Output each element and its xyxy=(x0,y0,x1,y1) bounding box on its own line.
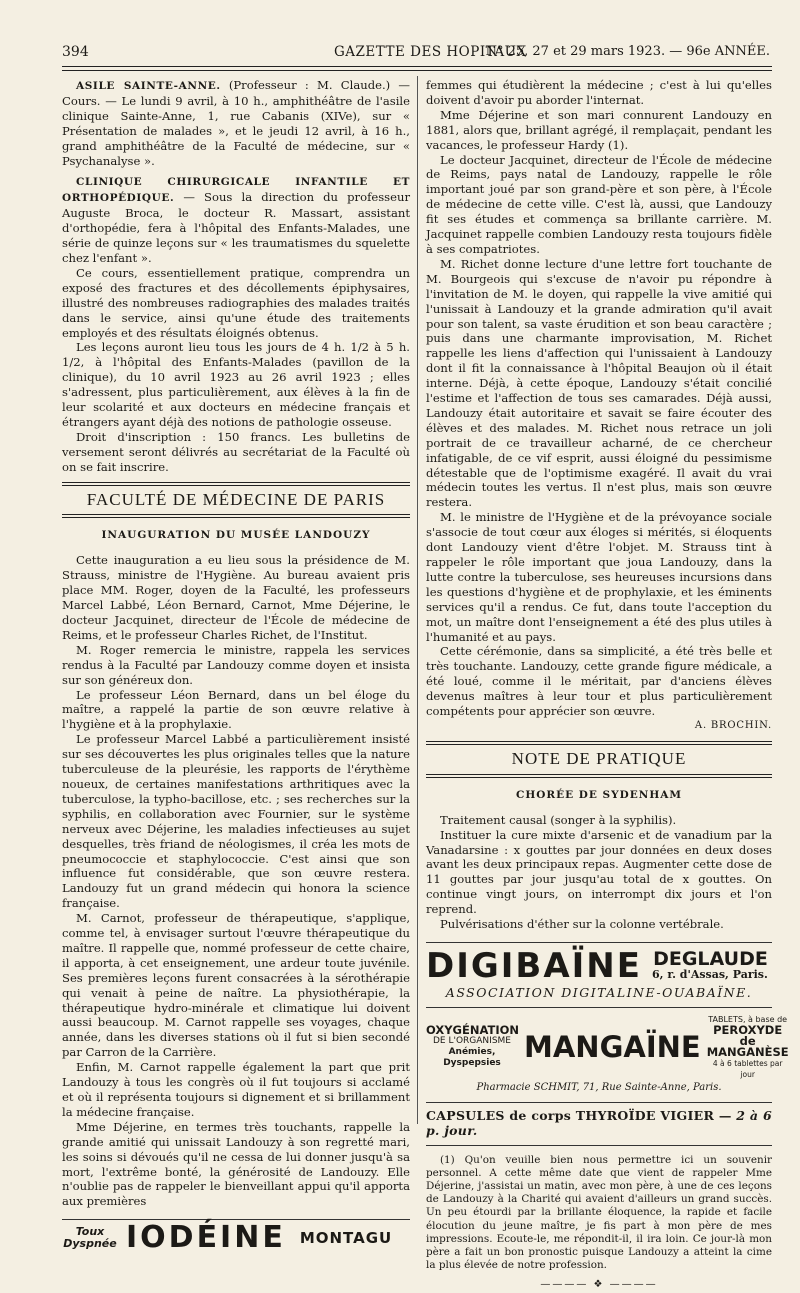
paragraph: Instituer la cure mixte d'arsenic et de vanadium par la Vanadarsine : x gouttes par jour données en deux doses avant les deux principaux repas. Augmenter cette dose de 11 gouttes par jour jusqu'au total de x gouttes. On continue vingt jours, on interrompt dix jours et l'on reprend. xyxy=(426,827,772,917)
ad-iodeine: Toux Dyspnée IODÉINE MONTAGU xyxy=(63,1219,393,1255)
paragraph: M. Roger remercia le ministre, rappela les services rendus à la Faculté par Landouzy comme doyen et insista sur son généreux don. xyxy=(62,642,410,687)
ad-address: 6, r. d'Assas, Paris. xyxy=(652,967,768,981)
paragraph: Cette inauguration a eu lieu sous la présidence de M. Strauss, ministre de l'Hygiène. Au bureau avaient pris place MM. Roger, doyen de la Faculté, les professeurs Marcel Labbé, Léon Bernard, Carnot, Mme Déjerine, le docteur Jacquinet, directeur de l'École de médecine de Reims, et le professeur Charles Richet, de l'Institut. xyxy=(62,553,410,642)
section-rule xyxy=(426,774,772,778)
paragraph: Cette cérémonie, dans sa simplicité, a été très belle et très touchante. Landouzy, cette grande figure médicale, a été loué, comme il le méritait, par d'anciens élèves devenus maîtres à leur tour et plus particulièrement compétents pour apprécier son œuvre. xyxy=(426,644,772,719)
paragraph: M. Carnot, professeur de thérapeutique, s'applique, comme tel, à envisager surtout l'œuvre thérapeutique du maître. Il rappelle que, nommé professeur de cette chaire, il apporta, à cet enseignement, une ardeur toute juvénile. Ses premières leçons furent consacrées à la sérothérapie qui venait à peine de naître. La physiothérapie, la thérapeutique hydro-minérale et climatique lui doivent aussi beaucoup. M. Carnot rappelle ses voyages, chaque année, dans les diverses stations où il fut si bien secondé par Carron de la Carrière. xyxy=(62,911,410,1060)
section-rule xyxy=(426,741,772,745)
right-column xyxy=(426,78,789,1293)
signature: A. BROCHIN. xyxy=(694,719,772,731)
paragraph: Le professeur Léon Bernard, dans un bel éloge du maître, a rappelé la partie de son œuvre relative à l'hygiène et à la prophylaxie. xyxy=(62,687,410,732)
ad-rule xyxy=(426,1102,772,1103)
header-rule-bottom xyxy=(62,70,772,71)
paragraph: Ce cours, essentiellement pratique, comprendra un exposé des fractures et des décollements épiphysaires, illustré des nombreuses radiographies des malades traités dans le service, ainsi qu'une étude des traitements employés et des résultats éloignés obtenus. xyxy=(62,265,410,340)
paragraph: Traitement causal (songer à la syphilis). xyxy=(440,812,677,827)
paragraph: Droit d'inscription : 150 francs. Les bulletins de versement seront délivrés au secrétariat de la Faculté où on se fait inscrire. xyxy=(62,429,410,474)
run-in-heading: ASILE SAINTE-ANNE. xyxy=(76,80,221,92)
ad-product-name: DIGIBAÏNE xyxy=(426,945,642,986)
ad-subtitle: Pharmacie SCHMIT, 71, Rue Sainte-Anne, Paris. xyxy=(476,1081,722,1093)
paragraph: Mme Déjerine et son mari connurent Landouzy en 1881, alors que, brillant agrégé, il remplaçait, pendant les vacances, le professeur Hardy (1). xyxy=(426,107,772,152)
paragraph: Enfin, M. Carnot rappelle également la part que prit Landouzy à tous les congrès où il fut toujours si acclamé et où il représenta toujours si dignement et si brillamment la médecine française. xyxy=(62,1060,410,1119)
page-header xyxy=(62,42,772,62)
paragraph: femmes qui étudièrent la médecine ; c'est à lui qu'elles doivent d'avoir pu aborder l'internat. xyxy=(426,78,772,107)
section-title: NOTE DE PRATIQUE xyxy=(511,748,687,768)
ad-maker: MONTAGU xyxy=(299,1228,393,1247)
issue-info: N° 25, 27 et 29 mars 1923. — 96e ANNÉE. xyxy=(485,44,770,59)
ad-rule xyxy=(426,1145,772,1146)
ad-capsules: CAPSULES de corps THYROÏDE VIGIER — 2 à 6 p. jour. xyxy=(426,1107,772,1138)
section-rule xyxy=(62,482,410,486)
ad-digibaine xyxy=(426,945,772,1001)
paragraph: Le docteur Jacquinet, directeur de l'École de médecine de Reims, pays natal de Landouzy, rappelle le rôle important joué par son grand-père et son père, à l'École de médecine de cette ville. C'est là, aussi, que Landouzy fit ses études et commença sa brillante carrière. M. Jacquinet rappelle combien Landouzy resta toujours fidèle à ses compatriotes. xyxy=(426,152,772,256)
paragraph: Les leçons auront lieu tous les jours de 4 h. 1/2 à 5 h. 1/2, à l'hôpital des Enfants-Malades (pavillon de la clinique), du 10 avril 1923 au 26 avril 1923 ; elles s'adressent, plus particulièrement, aux élèves à la fin de leur scolarité et aux docteurs en médecine français et étrangers ayant déjà des notions de pathologie osseuse. xyxy=(62,340,410,429)
ad-product-name: MANGAÏNE xyxy=(524,1029,701,1064)
run-in-heading: CLINIQUE CHIRURGICALE INFANTILE ET ORTHOPÉDIQUE. xyxy=(62,176,410,205)
left-column xyxy=(62,78,411,1255)
paragraph: Pulvérisations d'éther sur la colonne vertébrale. xyxy=(440,917,724,932)
section-rule xyxy=(62,514,410,518)
article-subhead: INAUGURATION DU MUSÉE LANDOUZY xyxy=(101,529,371,542)
ad-rule xyxy=(62,1219,410,1220)
paragraph: Mme Déjerine, en termes très touchants, rappelle la grande amitié qui unissait Landouzy à son regretté mari, les soins si dévoués qu'il ne cessa de lui donner jusqu'à sa mort, l'extrême bonté, la générosité de Landouzy. Elle n'oublie pas de rappeler le bienveillant appui qu'il apporta aux premières xyxy=(62,1119,410,1209)
page-number: 394 xyxy=(62,44,89,60)
footnote: (1) Qu'on veuille bien nous permettre ici un souvenir personnel. A cette même date que vient de rappeler Mme Déjerine, j'assistai un matin, avec mon père, à une de ces leçons de Landouzy à la Charité qui avaient d'ailleurs un grand succès. Un peu étourdi par la brillante éloquence, la rapide et facile élocution du jeune maître, je fis part à mon père de mes impressions. Ecoute-le, me répondit-il, il ira loin. Ce jour-là mon père a fait un bon pronostic puisque Landouzy a atteint la cime la plus élevée de notre profession. xyxy=(426,1153,772,1272)
paragraph: Le professeur Marcel Labbé a particulièrement insisté sur ses découvertes les plus originales telles que la nature tuberculeuse de la pleurésie, les rapports de l'érythème noueux, de certaines manifestations arthritiques avec la tuberculose, la typho-bacillose, etc. ; ses recherches sur la syphilis, en collaboration avec Fournier, sur le système nerveux avec Déjerine, les maladies infectieuses au sujet desquelles, très friand de néologismes, il créa les mots de pneumococcie et staphylococcie. C'est ainsi que son influence fut considérable, que son œuvre restera. Landouzy fut un grand médecin qui honora la science française. xyxy=(62,732,410,911)
paragraph: M. Richet donne lecture d'une lettre fort touchante de M. Bourgeois qui s'excuse de n'avoir pu répondre à l'invitation de M. le doyen, qui rappelle la vive amitié qui l'unissait à Landouzy et la grande admiration qu'il avait pour son talent, sa vaste érudition et son beau caractère ; puis dans une charmante improvisation, M. Richet rappelle les liens d'affection qui l'unissaient à Landouzy dont il fit la connaissance à l'hôpital Beaujon où il était interne. Déjà, à cette époque, Landouzy s'était concilié l'estime et l'affection de tous ses camarades. Déjà aussi, Landouzy était autoritaire et savait se faire écouter des élèves et des malades. M. Richet nous retrace un joli portrait de ce travailleur acharné, de ce chercheur infatigable, de ce vif esprit, aussi éloigné du pessimisme détestable que de l'optimisme exagéré. Il avait du vrai médecin toutes les vertus. Il n'est plus, mais son œuvre restera. xyxy=(426,256,772,510)
column-divider xyxy=(417,76,418,1124)
paragraph: M. le ministre de l'Hygiène et de la prévoyance sociale s'associe de tout cœur aux éloges si mérités, si éloquents dont Landouzy vient d'être l'objet. M. Strauss tint à rappeler le rôle important que joua Landouzy, dans la lutte contre la tuberculose, ses heureuses incursions dans les questions d'hygiène et de prophylaxie, et les éminents services qu'il a rendus. Ce fut, dans toute l'acception du mot, un maître dont l'enseignement a été des plus utiles à l'humanité et au pays. xyxy=(426,510,772,644)
ornament-divider: ———— ❖ ———— xyxy=(540,1279,658,1291)
ad-product-name: IODÉINE xyxy=(126,1219,286,1255)
article-subhead: CHORÉE DE SYDENHAM xyxy=(515,788,683,801)
header-rule-top xyxy=(62,66,772,67)
ad-maker: DEGLAUDE xyxy=(653,947,768,970)
ad-mangaine: OXYGÉNATION DE L'ORGANISME Anémies, Dyspepsies MANGAÏNE TABLETS, à base de PEROXYDE de MANGANÈSE 4 à 6 tablettes par jour Pharmacie SCHMIT, 71, Rue Sainte-Anne, Paris. xyxy=(426,1014,772,1096)
paragraph: CLINIQUE CHIRURGICALE INFANTILE ET ORTHOPÉDIQUE. — Sous la direction du professeur Auguste Broca, le docteur R. Massart, assistant d'orthopédie, fera à l'hôpital des Enfants-Malades, une série de quinze leçons sur « les traumatismes du squelette chez l'enfant ». xyxy=(62,176,410,265)
ad-rule xyxy=(426,1007,772,1008)
paragraph: ASILE SAINTE-ANNE. (Professeur : M. Claude.) — Cours. — Le lundi 9 avril, à 10 h., amphithéâtre de l'asile clinique Sainte-Anne, 1, rue Cabanis (XIVe), sur « Présentation de malades », et le jeudi 12 avril, à 16 h., grand amphithéâtre de la Faculté de médecine, sur « Psychanalyse ». xyxy=(62,78,411,168)
ad-subtitle: ASSOCIATION DIGITALINE-OUABAÏNE. xyxy=(445,984,753,1000)
journal-title: GAZETTE DES HOPITAUX xyxy=(334,44,527,60)
ad-rule xyxy=(426,942,772,943)
section-title: FACULTÉ DE MÉDECINE DE PARIS xyxy=(86,489,386,509)
